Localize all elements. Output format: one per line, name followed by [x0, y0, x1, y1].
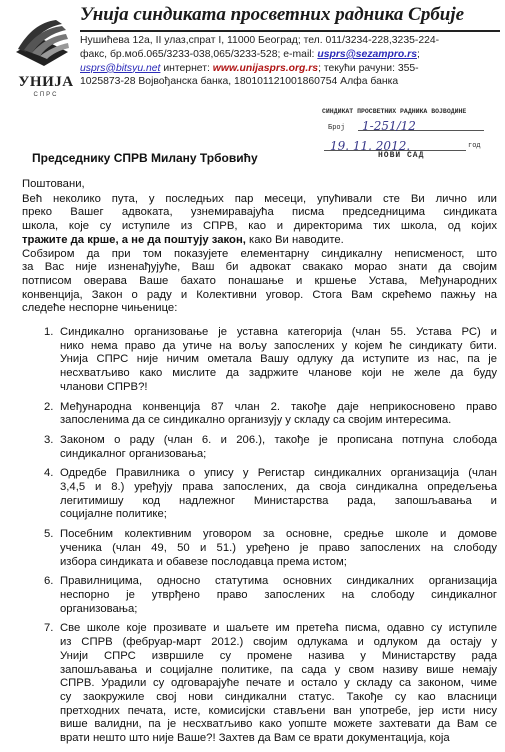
list-item: [22, 528, 497, 569]
list-item-line: Међународна конвенција 87 члан 2. такође даје неприкосновено право: [60, 400, 497, 413]
list-item-line: Синдикално организовање је уставна категорија (члан 55. Устава РС) и: [60, 326, 497, 339]
paragraph-1: [22, 193, 497, 248]
list-item: [22, 622, 497, 745]
emphasis-text: тражите да крше, а не да поштују закон,: [22, 233, 246, 246]
account-label: ; текући рачуни: 355-: [318, 62, 419, 74]
list-item-line: запошљавања и социјалне политике, па сада у свом називу више немају: [60, 663, 497, 676]
paragraph-line: конвенција, Закон о раду и Колективни уговор. Стога Вам скрећемо пажњу на: [22, 288, 497, 301]
list-item-line: Посебним колективним уговором за основне, средње школе и домове: [60, 528, 497, 541]
stamp-city: НОВИ САД: [378, 151, 425, 160]
greeting: Поштовани,: [22, 178, 85, 190]
address-line-3: [80, 62, 500, 76]
paragraph-line: преко Вашег адвоката, узнемиравајућа писма председницима синдиката: [22, 206, 497, 219]
list-item-number: 6.: [44, 575, 54, 588]
list-item-line: синдикалног организовања;: [60, 447, 207, 460]
paragraph-text: како Ви наводите.: [245, 233, 344, 246]
list-item-line: Унија СПРС није ничим ометала Вашу одлуку да иступите из нас, па је: [60, 353, 497, 366]
list-item-line: Одредбе Правилника о упису у Регистар синдикалних организација (члан: [60, 467, 497, 480]
list-item-line: су заокружиле свој нови синдикални статус. Такође су као власници: [60, 690, 497, 703]
list-item-line: чланови СПРВ?!: [60, 380, 148, 393]
recipient-line: Председнику СПРВ Милану Трбовићу: [32, 151, 258, 165]
stamp-date: 19. 11. 2012.: [330, 139, 411, 153]
list-item-line: ученика (члан 49, 50 и 51.) уређено је право запослених на слободу: [60, 541, 497, 554]
website-link[interactable]: www.unijasprs.org.rs: [212, 62, 319, 74]
union-logo: [10, 12, 74, 102]
paragraph-line: потписом оверава Ваше бахато понашање и кршење Устава, Међународних: [22, 274, 497, 287]
logo-subtitle: СПРС: [33, 92, 59, 98]
email-link-1[interactable]: usprs@sezampro.rs: [317, 48, 417, 60]
stamp-number-label: Број: [328, 124, 345, 132]
logo-name: УНИЈА: [18, 74, 74, 90]
paragraph-2: [22, 248, 497, 317]
paragraph-line: [22, 234, 497, 248]
list-item-line: социјалне политике;: [60, 508, 167, 521]
list-item-line: организовања;: [60, 602, 138, 615]
paragraph-line: следеће неспорне чињенице:: [22, 302, 178, 315]
paragraph-line: школа, које су иступиле из СПРВ, као и директорима тих школа, од којих: [22, 220, 497, 233]
stamp-org-name: СИНДИКАТ ПРОСВЕТНИХ РАДНИКА ВОЈВОДИНЕ: [322, 108, 467, 115]
facts-list: [22, 326, 497, 746]
list-item: [22, 467, 497, 522]
letter-body: [22, 178, 497, 752]
email-separator: ;: [417, 48, 420, 60]
list-item-number: 4.: [44, 467, 54, 480]
organization-title: Унија синдиката просветних радника Србије: [80, 4, 465, 25]
paragraph-line: Већ неколико пута, у последњих пар месеци, упућивали сте Ви лично или: [22, 192, 497, 205]
contact-block: [80, 34, 500, 89]
paragraph-line: Собзиром да при том показујете елементарну синдикалну неписменост, што: [22, 247, 497, 260]
list-item-line: врати нешто што није Ваше?! Захтев да Вам се врати документација, која: [60, 732, 450, 745]
list-item-number: 2.: [44, 400, 54, 413]
list-item: [22, 575, 497, 616]
list-item-line: избора синдиката и обавезе послодавца према истом;: [60, 555, 347, 568]
registry-stamp: [318, 106, 490, 164]
list-item-line: више валидни, па је несхватљиво како уопште можете захтевати да Вам се: [60, 718, 497, 731]
list-item-line: нико нема право да утиче на вољу запослених у којем ће синдикату бити.: [60, 339, 497, 352]
list-item: [22, 326, 497, 395]
list-item-line: запосленима да се синдикално организују у складу са својим интересима.: [60, 414, 452, 427]
list-item-line: Унији СПРС извршиле су промене назива у Министарству рада: [60, 649, 497, 662]
list-item-line: несхватљиво како мислите да задржите чланове који не желе да буду: [60, 367, 497, 380]
list-item-number: 3.: [44, 433, 54, 446]
stamp-handwritten-number: 1-251/12: [362, 119, 416, 133]
address-line-2: [80, 48, 500, 62]
list-item-line: неспорно је утврђено право запослених на слободу синдикалног: [60, 588, 497, 601]
list-item-line: СПРВ. Урадили су одговарајуће печате и остало у складу са законом, чиме: [60, 677, 497, 690]
web-label: интернет:: [160, 62, 213, 74]
list-item: [22, 434, 497, 461]
address-line-4: 1025873-28 Војвођанска банка, 180101121001860754 Алфа банка: [80, 76, 399, 88]
list-item-number: 5.: [44, 528, 54, 541]
list-item-line: Све школе које прозивате и шаљете им претећа писма, одавно су иступиле: [60, 622, 497, 635]
email-link-2[interactable]: usprs@bitsyu.net: [80, 62, 161, 74]
book-emblem-icon: [10, 12, 74, 72]
phone-fax-text: факс, бр.моб.065/3233-038,065/3233-528; e-mail:: [80, 48, 318, 60]
list-item-line: Правилницима, односно статутима основних синдикалних организација: [60, 575, 497, 588]
paragraph-line: за Вас није изненађујуће, Ваш би адвокат свакако морао знати да својим: [22, 261, 497, 274]
list-item-number: 1.: [44, 326, 54, 339]
address-line-1: Нушићева 12а, II улаз,спрат I, 11000 Београд; тел. 011/3234-228,3235-224-: [80, 35, 440, 46]
stamp-year-label: год: [468, 142, 481, 150]
header-divider: [80, 30, 500, 32]
list-item-line: 3,4,5 и 8.) уређују права запослених, да своја синдикална опредељења: [60, 481, 497, 494]
list-item-line: Законом о раду (члан 6. и 206.), такође је прописана потпуна слобода: [60, 433, 497, 446]
list-item-line: из СПРВ (фебруар-март 2012.) својим одлукама и одлуком да остају у: [60, 636, 497, 649]
list-item-line: легитимишу код надлежног Министарства рада, запошљавања и: [60, 494, 497, 507]
list-item-number: 7.: [44, 622, 54, 635]
list-item-line: претходних печата, исте, комисијски стављени ван употребе, јер исти нису: [60, 704, 497, 717]
list-item: [22, 401, 497, 428]
